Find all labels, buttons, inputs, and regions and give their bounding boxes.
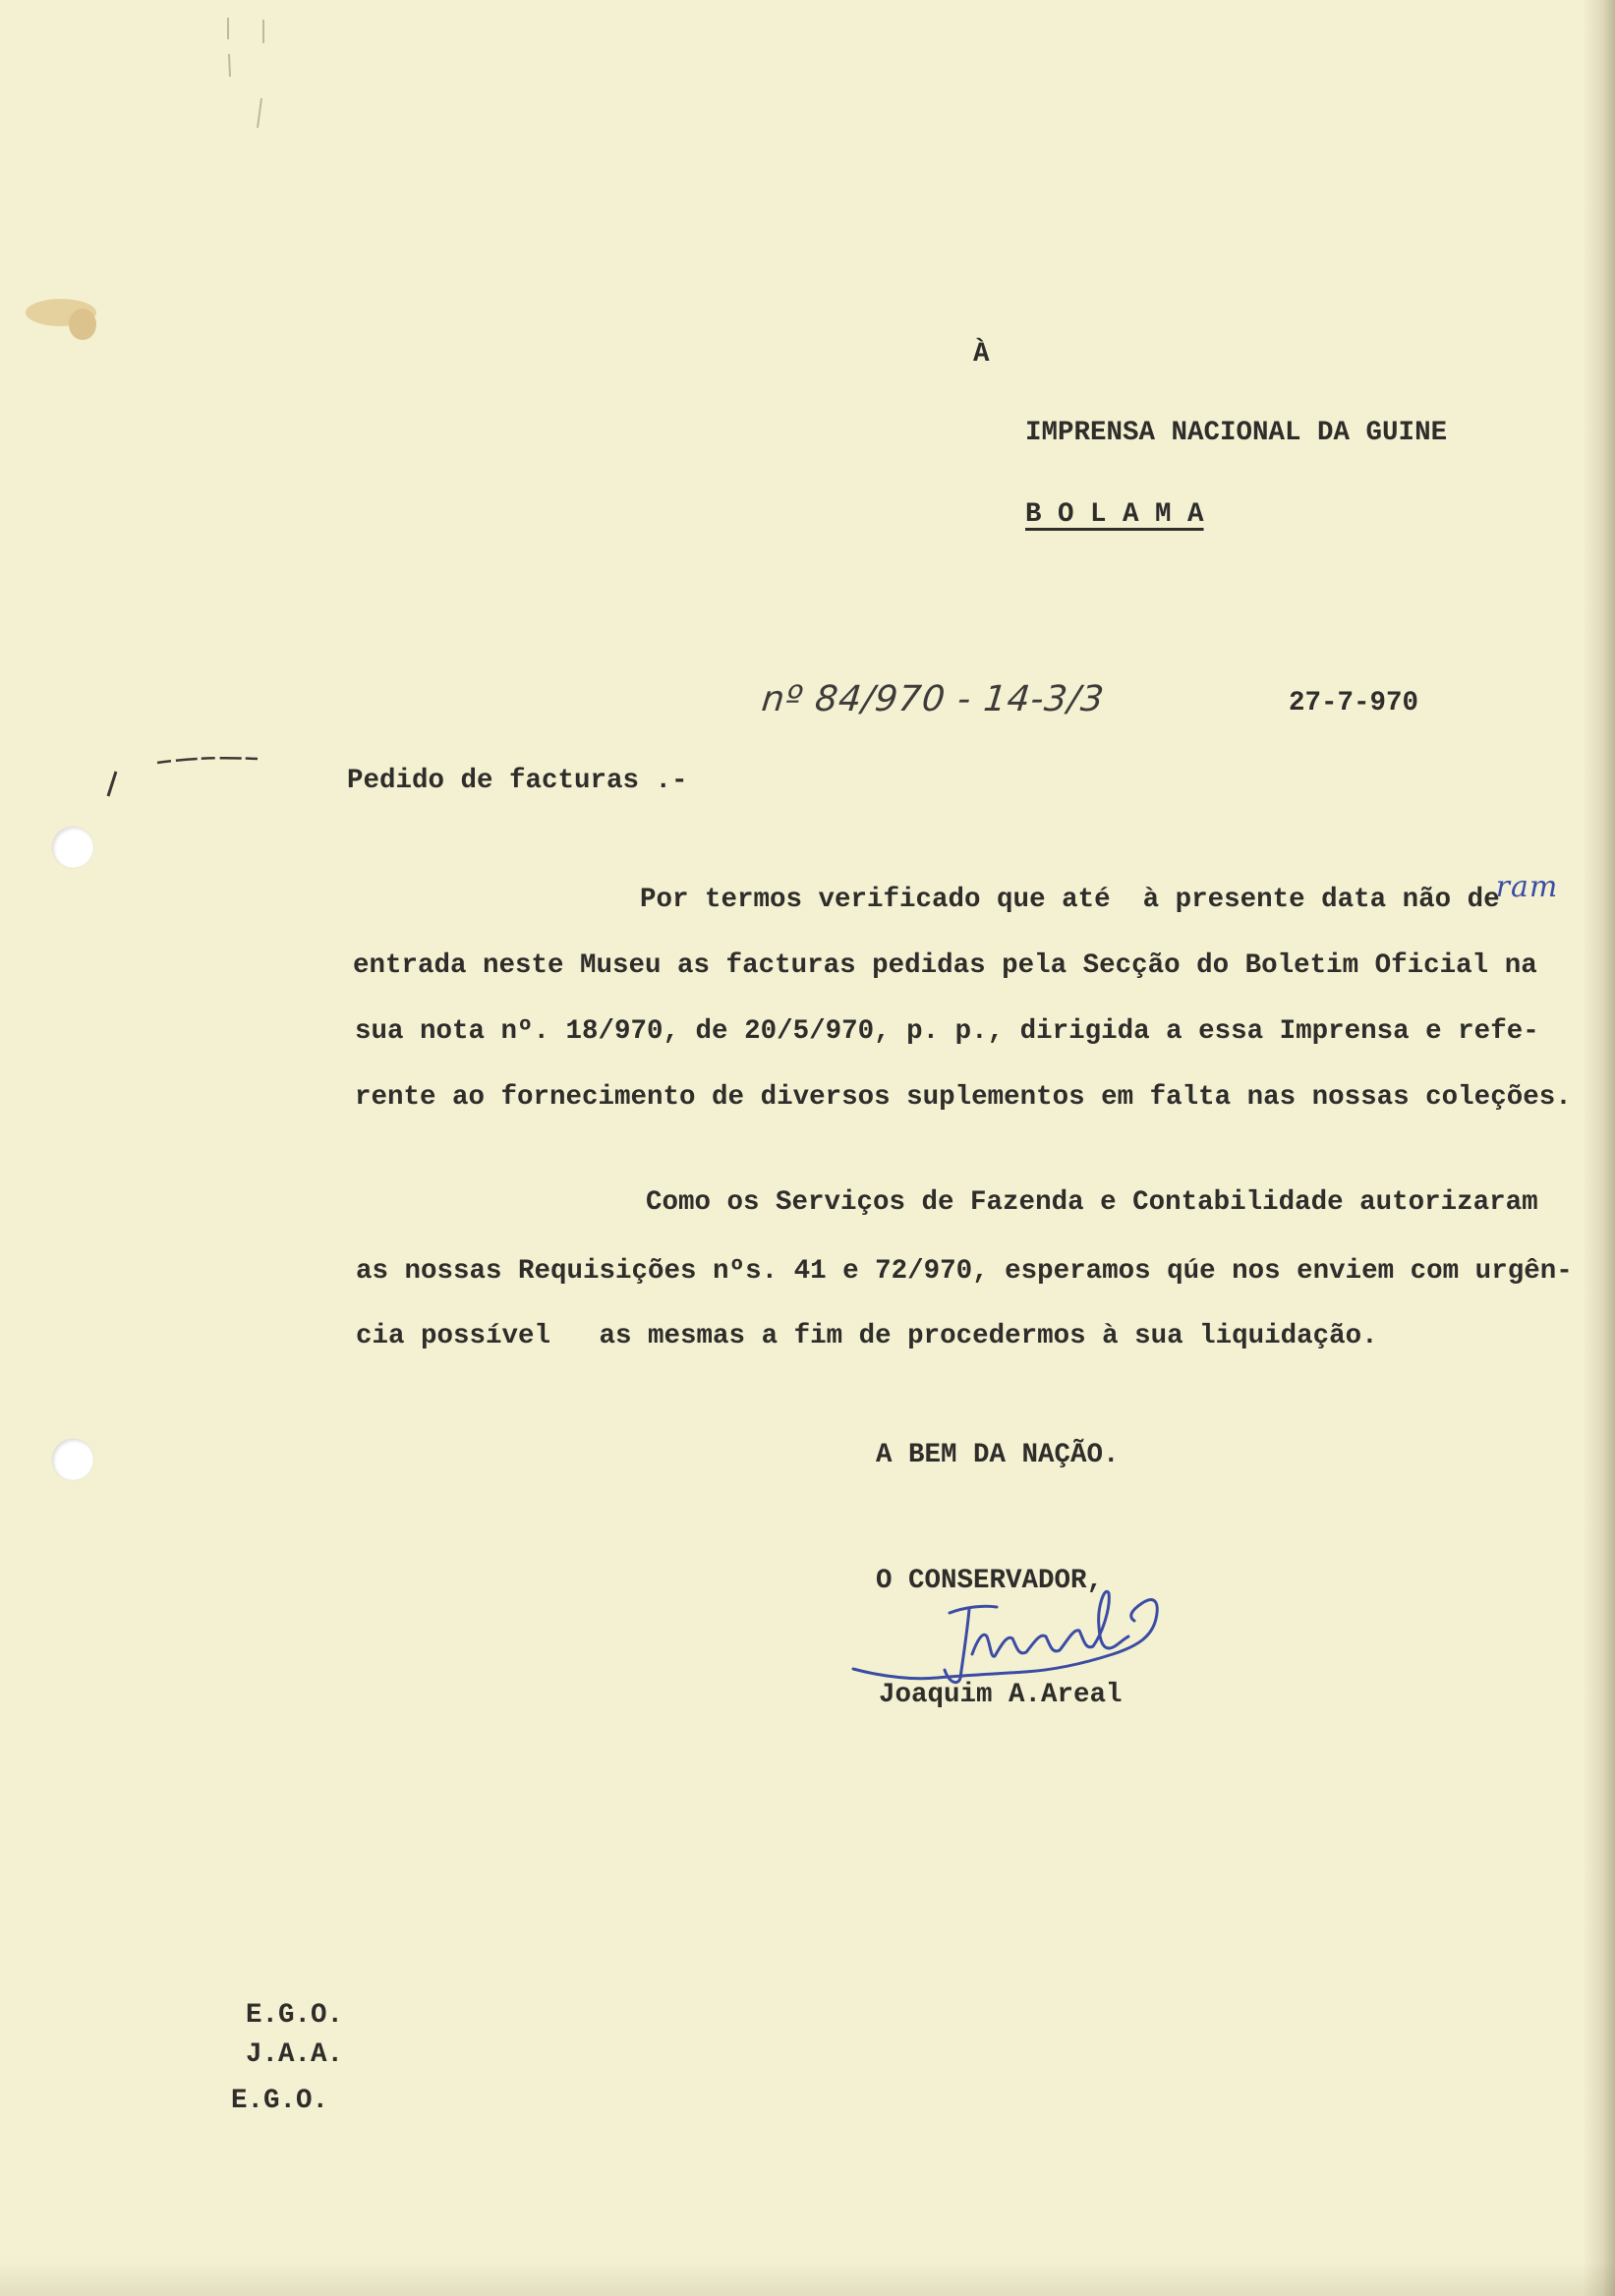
letter-subject: Pedido de facturas .- — [347, 766, 688, 796]
initials-line-2: J.A.A. — [246, 2039, 344, 2070]
paragraph-1-line-4: rente ao fornecimento de diversos suplementos em falta nas nossas coleções. — [355, 1082, 1572, 1113]
signatory-name: Joaquim A.Areal — [879, 1680, 1123, 1710]
initials-line-1: E.G.O. — [246, 2000, 344, 2031]
initials-line-3: E.G.O. — [231, 2086, 329, 2116]
paragraph-2-line-1: Como os Serviços de Fazenda e Contabilidade autorizaram — [646, 1187, 1538, 1218]
rust-stain — [26, 299, 96, 340]
punch-hole — [52, 827, 93, 868]
handwritten-reference: nº 84/970 - 14-3/3 — [759, 679, 1107, 719]
paragraph-1-line-1 — [640, 870, 1562, 916]
stray-mark — [108, 758, 258, 796]
staple-marks — [228, 18, 263, 128]
paragraph-1-line-2: entrada neste Museu as facturas pedidas pela Secção do Boletim Oficial na — [353, 950, 1537, 981]
signatory-title: O CONSERVADOR, — [876, 1566, 1104, 1596]
handwritten-correction: ram — [1495, 870, 1559, 904]
paragraph-2-line-2: as nossas Requisições nºs. 41 e 72/970, esperamos qúe nos enviem com urgên- — [356, 1256, 1573, 1287]
signature-name-stroke — [972, 1591, 1128, 1656]
paragraph-2-line-3: cia possível as mesmas a fim de procedermos à sua liquidação. — [356, 1321, 1378, 1351]
handwritten-signature — [847, 1568, 1182, 1695]
paragraph-1-line-3: sua nota nº. 18/970, de 20/5/970, p. p., dirigida a essa Imprensa e refe- — [355, 1016, 1539, 1047]
addressee-city: B O L A M A — [1025, 499, 1204, 530]
letter-date: 27-7-970 — [1289, 688, 1419, 718]
punch-hole — [52, 1439, 93, 1480]
addressee-prefix: À — [973, 339, 990, 370]
paragraph-line-text: Por termos verificado que até à presente data não de — [640, 885, 1500, 915]
closing-salutation: A BEM DA NAÇÃO. — [876, 1440, 1120, 1470]
addressee-name: IMPRENSA NACIONAL DA GUINE — [1025, 418, 1448, 448]
